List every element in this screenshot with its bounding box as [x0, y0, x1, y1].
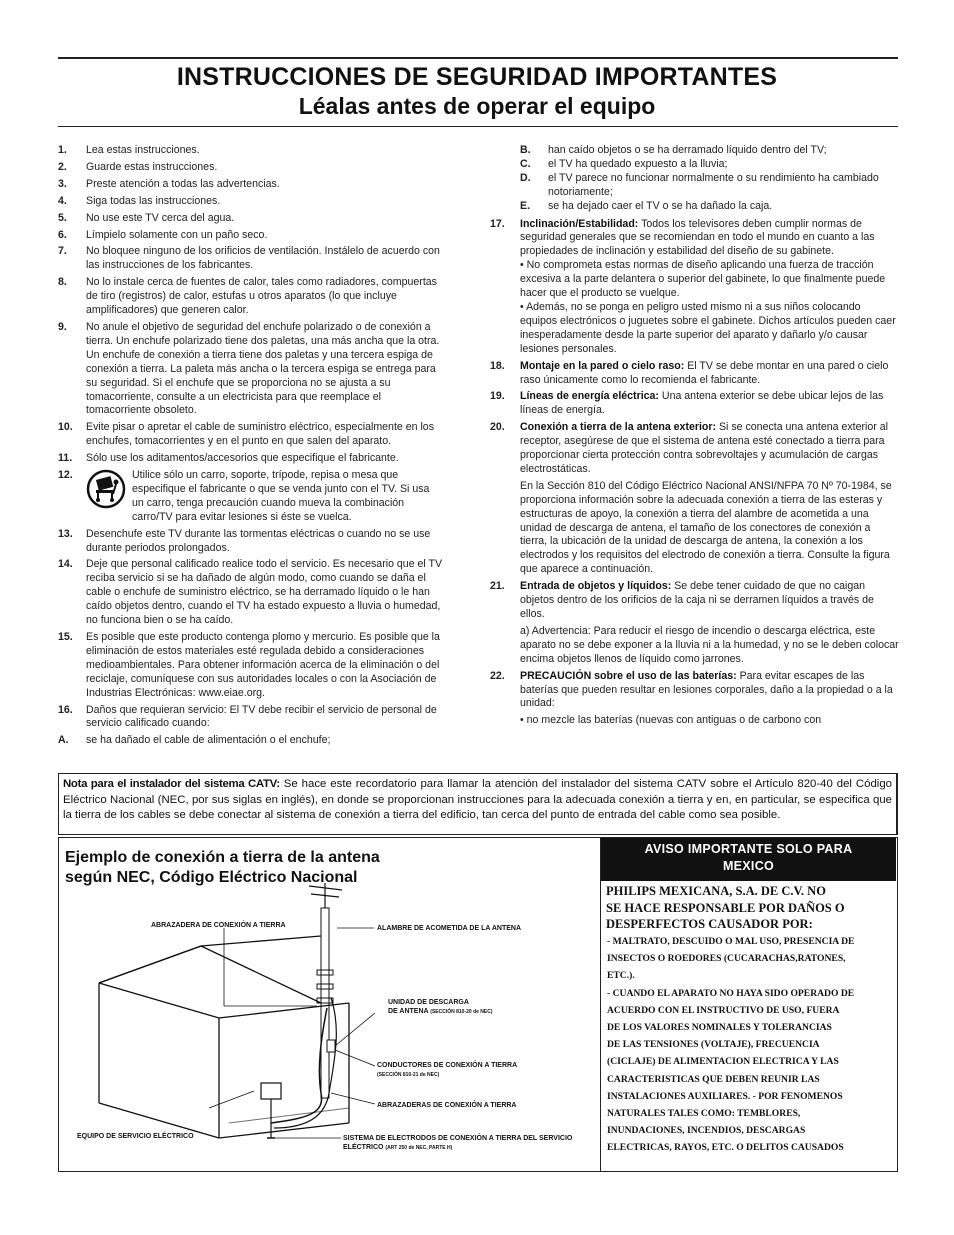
sub-item: E. se ha dejado caer el TV o se ha dañado la caja. — [520, 199, 773, 212]
list-item: 15. Es posible que este producto contenga plomo y mercurio. Es posible que la eliminación de estos materiales esté regulada debido a consideraciones medioambientales. Para obtener información acerca de la eliminación o del reciclaje, comuníquese con sus autoridades locales o con la Asociación de Industrias Electrónicas: www.eiae.org. — [58, 631, 440, 699]
list-item: 17. Inclinación/Estabilidad: Todos los televisores deben cumplir normas de seguridad generales que se recomiendan en todo el mundo en cuanto a las propiedades de inclinación y estabilidad del diseño de su gabinete. • No comprometa estas normas de diseño aplicando una fuerza de tracción excesiva a la parte delantera o superior del gabinete, lo que finalmente puede hacer que el producto se vuelque. • Además, no se ponga en peligro usted mismo ni a sus niños colocando equipos electrónicos o juguetes sobre el gabinete. Dichos artículos pueden caer inesperadamente desde la parte superior del aparato y dañarlo y/o causar lesiones personales. — [490, 217, 896, 355]
list-item: 7. No bloquee ninguno de los orificios de ventilación. Instálelo de acuerdo con las instrucciones de los fabricantes. — [58, 245, 440, 272]
list-item: 21. Entrada de objetos y líquidos: Se debe tener cuidado de que no caigan objetos dentro de los orificios de la caja ni se derramen líquidos a través de ellos. a) Advertencia: Para reducir el riesgo de incendio o descarga eléctrica, este aparato no se debe exponer a la lluvia ni a la humedad, y no se le deben colocar encima objetos llenos de líquido como jarrones. — [490, 580, 899, 665]
left-column — [58, 144, 444, 748]
sub-item: B. han caído objetos o se ha derramado líquido dentro del TV; — [520, 144, 827, 156]
mexico-notice-list: - MALTRATO, DESCUIDO O MAL USO, PRESENCIA DE INSECTOS O ROEDORES (CUCARACHAS,RATONES, ETC.). - CUANDO EL APARATO NO HAYA SIDO OPERADO DE ACUERDO CON EL INSTRUCTIVO DE USO, FUERA DE LOS VALORES NOMINALES Y TOLERANCIAS DE LAS TENSIONES (VOLTAJE), FRECUENCIA (CICLAJE) DE ALIMENTACION ELECTRICA Y LAS CARACTERISTICAS QUE DEBEN REUNIR LAS INSTALACIONES AUXILIARES. - POR FENOMENOS NATURALES TALES COMO: TEMBLORES, INUNDACIONES, INCENDIOS, DESCARGAS ELECTRICAS, RAYOS, ETC. O DELITOS CAUSADOS — [607, 936, 855, 1154]
list-item: 11. Sólo use los aditamentos/accesorios que especifique el fabricante. — [58, 452, 399, 465]
mexico-notice-main: PHILIPS MEXICANA, S.A. DE C.V. NO SE HACE RESPONSABLE POR DAÑOS O DESPERFECTOS CAUSADOR POR: — [606, 884, 845, 931]
list-item: 16. Daños que requieran servicio: El TV debe recibir el servicio de personal de servicio calificado cuando: — [58, 703, 437, 730]
list-item: 14. Deje que personal calificado realice todo el servicio. Es necesario que el TV reciba servicio si se ha dañado de algún modo, como cuando se daña el cable o enchufe de suministro eléctrico, se ha derramado líquido o le han caído objetos dentro, cuando el TV ha estado expuesto a lluvia o humedad, no funciona bien o se ha caído. — [58, 558, 443, 627]
list-item: 22. PRECAUCIÓN sobre el uso de las baterías: Para evitar escapes de las baterías que pueden resultar en lesiones corporales, daño a la propiedad o a la unidad: • no mezcle las baterías (nuevas con antiguas o de carbono con — [490, 669, 893, 727]
list-item: 6. Límpielo solamente con un paño seco. — [58, 228, 268, 241]
list-item: 3. Preste atención a todas las advertencias. — [58, 177, 280, 190]
mexico-notice — [600, 837, 898, 1172]
page-subtitle: Léalas antes de operar el equipo — [298, 93, 656, 119]
label-electrode: SISTEMA DE ELECTRODOS DE CONEXIÓN A TIERRA DEL SERVICIO ELÉCTRICO (ART 250 de NEC, PARTE H) — [343, 1135, 573, 1151]
list-item: 20. Conexión a tierra de la antena exterior: Si se conecta una antena exterior al receptor, asegúrese de que el sistema de antena esté conectado a tierra para proporcionar cierta protección contra sobrevoltajes y acumulación de cargas electrostáticas. En la Sección 810 del Código Eléctrico Nacional ANSI/NFPA 70 Nº 70-1984, se proporciona información sobre la adecuada conexión a tierra de las esteras y estructuras de apoyo, la conexión a tierra del alambre de acometida a una unidad de descarga de antena, el tamaño de los conectores de conexión a tierra, la ubicación de la unidad de descarga de antena, la conexión a los electrodos y los requisitos del electrodo de conexión a tierra. Consulte la figura que aparece a continuación. — [490, 421, 892, 576]
list-item: 4. Siga todas las instrucciones. — [58, 194, 221, 207]
right-column — [490, 144, 900, 731]
catv-note: Nota para el instalador del sistema CATV: Se hace este recordatorio para llamar la atención del instalador del sistema CATV sobre el Artículo 820-40 del Código Eléctrico Nacional (NEC, por sus siglas en inglés), en donde se proporcionan instrucciones para la adecuada conexión a tierra y en, en particular, se especifica que la tierra de los cables se debe conectar al sistema de conexión a tierra del edificio, tan cerca del punto de entrada del cable como sea posible. — [58, 773, 898, 835]
label-clamp: ABRAZADERA DE CONEXIÓN A TIERRA — [151, 922, 286, 929]
list-item: 13. Desenchufe este TV durante las tormentas eléctricas o cuando no se use durante periodos prolongados. — [58, 527, 431, 554]
sub-list — [520, 144, 900, 214]
label-discharge: UNIDAD DE DESCARGA DE ANTENA (SECCIÓN 810-20 de NEC) — [388, 999, 493, 1015]
list-item: 8. No lo instale cerca de fuentes de calor, tales como radiadores, compuertas de tiro (registros) de calor, estufas u otros aparatos (lo que incluye amplificadores) que generen calor. — [58, 276, 437, 317]
cart-warning-icon — [86, 469, 132, 511]
list-item: 9. No anule el objetivo de seguridad del enchufe polarizado o de conexión a tierra. Un enchufe polarizado tiene dos paletas, una más ancha que la otra. Un enchufe de conexión a tierra tiene dos paletas y una tercera espiga de conexión a tierra. La paleta más ancha o la tercera espiga se entrega para su seguridad. Si el enchufe que se proporciona no se ajusta a su tomacorriente, consulte a un electricista para que reemplace el tomacorriente obsoleto. — [58, 320, 440, 417]
title-rule — [58, 126, 898, 127]
label-conductors: CONDUCTORES DE CONEXIÓN A TIERRA (SECCIÓN 810-21 de NEC) — [377, 1062, 518, 1078]
label-service: EQUIPO DE SERVICIO ELÉCTRICO — [77, 1133, 194, 1140]
sub-item: C. el TV ha quedado expuesto a la lluvia; — [520, 157, 728, 170]
diagram-title: Ejemplo de conexión a tierra de la antena según NEC, Código Eléctrico Nacional — [65, 849, 380, 886]
page-title: INSTRUCCIONES DE SEGURIDAD IMPORTANTES — [176, 63, 778, 91]
list-item: 5. No use este TV cerca del agua. — [58, 211, 235, 224]
list-item: 10. Evite pisar o apretar el cable de suministro eléctrico, especialmente en los enchufes, tomacorrientes y en el punto en que salen del aparato. — [58, 421, 435, 448]
top-rule — [58, 57, 898, 59]
label-clamps: ABRAZADERAS DE CONEXIÓN A TIERRA — [377, 1102, 517, 1109]
label-lead-in: ALAMBRE DE ACOMETIDA DE LA ANTENA — [377, 925, 522, 932]
list-item: 2. Guarde estas instrucciones. — [58, 160, 218, 173]
mexico-notice-header: AVISO IMPORTANTE SOLO PARA MEXICO — [601, 838, 896, 881]
sub-item: D. el TV parece no funcionar normalmente o su rendimiento ha cambiado notoriamente; — [520, 171, 879, 198]
list-item: 1. Lea estas instrucciones. — [58, 144, 200, 156]
list-item: 18. Montaje en la pared o cielo raso: El TV se debe montar en una pared o cielo raso únicamente como lo recomienda el fabricante. — [490, 359, 889, 386]
list-item: 12. Utilice sólo un carro, soporte, trípode, repisa o mesa que especifique el fabricante o que se venda junto con el TV. Si usa un carro, tenga precaución cuando mueva la combinación carro/TV para evitar lesiones si éste se vuelca. — [58, 469, 430, 523]
list-item: 19. Líneas de energía eléctrica: Una antena exterior se debe ubicar lejos de las líneas de energía. — [490, 390, 884, 417]
house-antenna-drawing — [59, 838, 599, 1168]
sub-item: A. se ha dañado el cable de alimentación o el enchufe; — [58, 734, 331, 747]
grounding-diagram — [58, 837, 601, 1172]
